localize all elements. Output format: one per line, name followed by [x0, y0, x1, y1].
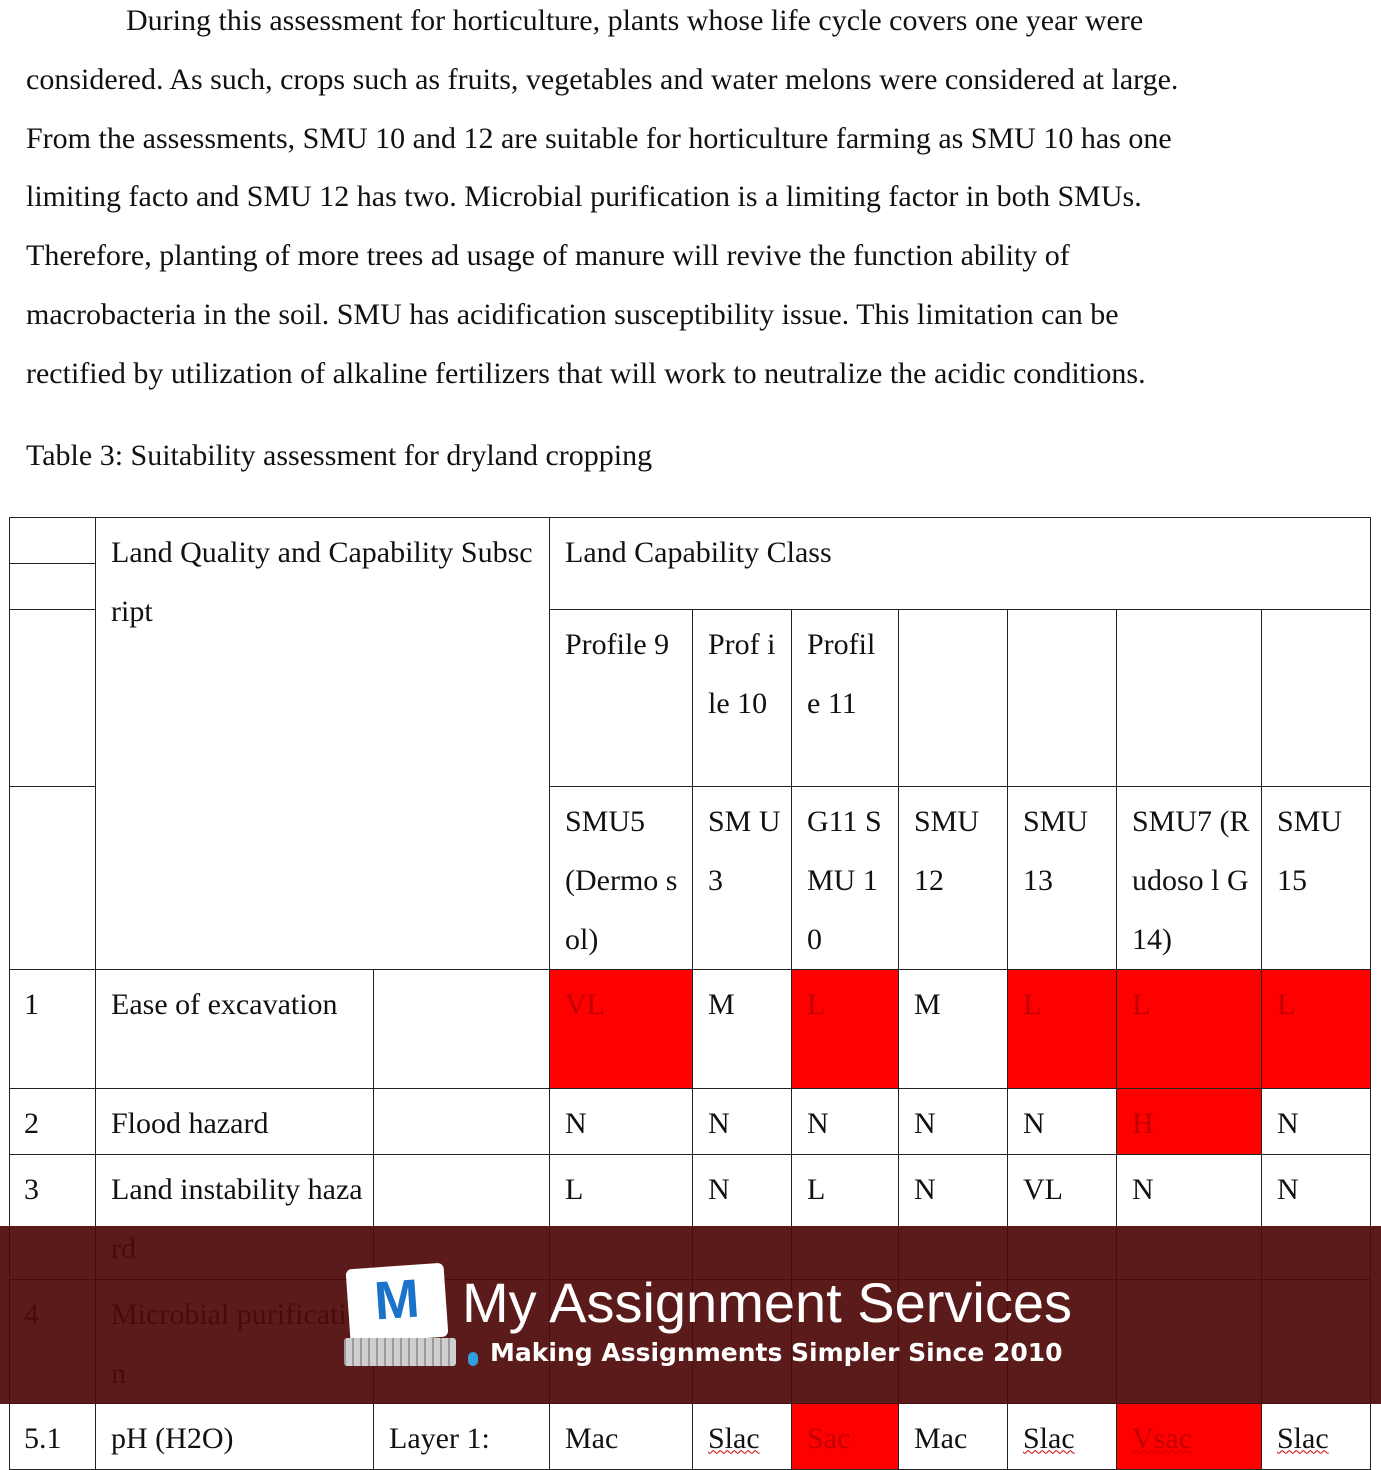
row-label-cell: pH (H2O) [96, 1404, 374, 1470]
paragraph-line: macrobacteria in the soil. SMU has acidification susceptibility issue. This limitation can be [26, 297, 1119, 331]
value-cell [1008, 1089, 1117, 1155]
smu-header-cell: SMU 15 [1262, 787, 1371, 970]
value-cell [550, 970, 693, 1089]
value-cell [1262, 1404, 1371, 1470]
value-text: M [708, 988, 735, 1022]
value-cell [899, 1089, 1008, 1155]
profile-header-cell [899, 610, 1008, 787]
paragraph-line: limiting facto and SMU 12 has two. Microbial purification is a limiting factor in both SMUs. [26, 180, 1142, 214]
value-text: N [914, 1173, 936, 1207]
table-row [10, 1089, 1371, 1155]
value-cell [1008, 1404, 1117, 1470]
value-cell [693, 1089, 792, 1155]
value-text: L [565, 1173, 584, 1207]
value-cell [899, 1404, 1008, 1470]
value-cell [792, 970, 899, 1089]
value-text: N [1277, 1173, 1299, 1207]
logo-icon: M [346, 1263, 449, 1344]
paragraph-line: considered. As such, crops such as fruits, vegetables and water melons were considered at large. [26, 62, 1179, 96]
profile-header-cell: Profil e 11 [792, 610, 899, 787]
smu-header-cell: SM U 3 [693, 787, 792, 970]
value-text: Slac [1023, 1422, 1075, 1456]
table-caption: Table 3: Suitability assessment for dryland cropping [26, 439, 653, 472]
paragraph-line: From the assessments, SMU 10 and 12 are suitable for horticulture farming as SMU 10 has one [26, 121, 1172, 155]
smu-header-cell: SMU 12 [899, 787, 1008, 970]
blank-cell [10, 518, 96, 564]
row-sub-cell [374, 1089, 550, 1155]
header-land-capability-class: Land Capability Class [550, 518, 1371, 610]
row-number-cell: 1 [10, 970, 96, 1089]
value-text: L [1023, 988, 1042, 1022]
value-text: Mac [914, 1422, 968, 1456]
mouse-icon [468, 1352, 478, 1366]
brand-tagline: Making Assignments Simpler Since 2010 [490, 1338, 1063, 1367]
smu-header-cell: SMU7 (Rudoso l G14) [1117, 787, 1262, 970]
value-text: H [1132, 1107, 1154, 1141]
value-text: L [807, 1173, 826, 1207]
value-cell [1008, 970, 1117, 1089]
watermark-banner [0, 1226, 1381, 1404]
profile-header-cell [1117, 610, 1262, 787]
row-number-cell: 5.1 [10, 1404, 96, 1470]
body-paragraph [26, 0, 1356, 404]
value-text: N [1277, 1107, 1299, 1141]
value-cell [550, 1404, 693, 1470]
smu-header-cell: G11 SMU 10 [792, 787, 899, 970]
value-cell [899, 970, 1008, 1089]
value-text: N [708, 1107, 730, 1141]
keyboard-icon [344, 1338, 456, 1366]
value-cell [550, 1089, 693, 1155]
value-cell [1117, 1404, 1262, 1470]
profile-header-cell [1008, 610, 1117, 787]
value-text: VL [565, 988, 605, 1022]
value-text: Mac [565, 1422, 619, 1456]
paragraph-line: rectified by utilization of alkaline fertilizers that will work to neutralize the acidic conditions. [26, 356, 1146, 390]
row-number-cell: 3 [10, 1155, 96, 1280]
profile-header-cell: Prof ile 10 [693, 610, 792, 787]
value-text: N [807, 1107, 829, 1141]
blank-cell [10, 610, 96, 787]
value-cell [1262, 1089, 1371, 1155]
paragraph-line: During this assessment for horticulture, plants whose life cycle covers one year were [126, 4, 1144, 37]
row-sub-cell [374, 970, 550, 1089]
value-text: Sac [807, 1422, 851, 1456]
value-cell [792, 1404, 899, 1470]
value-text: N [1132, 1173, 1154, 1207]
paragraph-line: Therefore, planting of more trees ad usage of manure will revive the function ability of [26, 239, 1070, 273]
value-text: L [1277, 988, 1296, 1022]
value-cell [1117, 1089, 1262, 1155]
value-cell [693, 1404, 792, 1470]
smu-header-cell: SMU 13 [1008, 787, 1117, 970]
profile-header-cell [1262, 610, 1371, 787]
value-cell [792, 1089, 899, 1155]
row-number-cell: 2 [10, 1089, 96, 1155]
value-text: VL [1023, 1173, 1063, 1207]
value-text: L [1132, 988, 1151, 1022]
blank-cell [10, 787, 96, 970]
value-text: Vsac [1132, 1422, 1192, 1456]
row-label-cell: Flood hazard [96, 1089, 374, 1155]
value-text: Slac [1277, 1422, 1329, 1456]
value-text: Slac [708, 1422, 760, 1456]
value-text: N [1023, 1107, 1045, 1141]
value-text: L [807, 988, 826, 1022]
row-label-cell: Ease of excavation [96, 970, 374, 1089]
brand-name: My Assignment Services [462, 1271, 1072, 1334]
header-land-quality: Land Quality and Capability Subscript [96, 518, 550, 970]
value-text: N [914, 1107, 936, 1141]
value-cell [693, 970, 792, 1089]
value-text: N [708, 1173, 730, 1207]
blank-cell [10, 564, 96, 610]
table-row [10, 1404, 1371, 1470]
value-cell [1262, 970, 1371, 1089]
value-text: M [914, 988, 941, 1022]
row-label-cell: Land instability haza [96, 1155, 374, 1280]
smu-header-cell: SMU5 (Dermo sol) [550, 787, 693, 970]
value-text: N [565, 1107, 587, 1141]
table-row [10, 970, 1371, 1089]
row-sub-cell: Layer 1: [374, 1404, 550, 1470]
profile-header-cell: Profile 9 [550, 610, 693, 787]
value-cell [1117, 970, 1262, 1089]
